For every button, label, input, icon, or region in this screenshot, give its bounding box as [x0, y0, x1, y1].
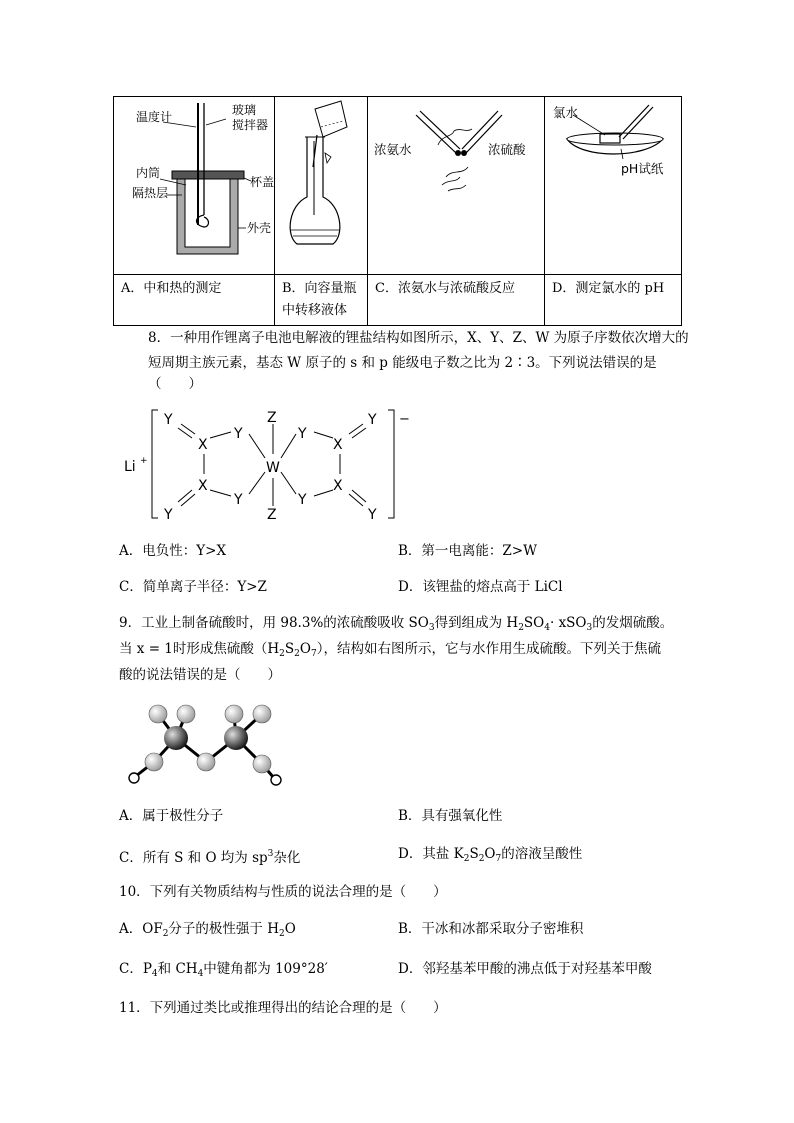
lid-label: 杯盖 [250, 175, 275, 189]
atom-y: Y [164, 507, 173, 523]
atom-y: Y [298, 492, 307, 508]
pyrosulfuric-acid-model [124, 700, 284, 790]
q9-stem-line3: 酸的说法错误的是（ ） [119, 667, 281, 683]
q7-figure-c [368, 97, 545, 275]
q10-option-c[interactable]: C．$P_4$和 $CH_4$中键角都为 109°28′ [119, 961, 328, 979]
q7-option-a[interactable]: A．中和热的测定 [114, 275, 275, 326]
li-cation: Li [124, 459, 136, 475]
q7-option-c[interactable]: C．浓氨水与浓硫酸反应 [368, 275, 545, 326]
q9-option-b[interactable]: B．具有强氧化性 [398, 808, 503, 824]
shell-label: 外壳 [247, 221, 272, 235]
atom-y: Y [368, 507, 377, 523]
q7-options-table [113, 96, 682, 326]
inner-cup-label: 内筒 [136, 166, 161, 180]
atom-y: Y [298, 426, 307, 442]
chlorine-water-label: 氯水 [553, 105, 579, 120]
q8-option-c[interactable]: C．简单离子半径：Y>Z [119, 579, 267, 595]
atom-w: W [266, 460, 280, 476]
q11-stem: 11．下列通过类比或推理得出的结论合理的是（ ） [119, 1000, 447, 1016]
q10-option-a[interactable]: A．$OF_2$分子的极性强于 $H_2O$ [119, 921, 296, 939]
q9-option-c[interactable]: C．所有 S 和 O 均为 $sp^3$杂化 [119, 849, 301, 866]
q7-option-b[interactable] [275, 275, 368, 326]
sulfuric-acid-label: 浓硫酸 [488, 142, 526, 157]
calorimeter-diagram [114, 97, 275, 270]
q7-option-b-line2: 中转移液体 [282, 303, 348, 318]
anion-charge: − [399, 412, 410, 427]
thermometer-label: 温度计 [136, 110, 173, 124]
atom-z: Z [267, 507, 277, 523]
q9-stem-line2: 当 x = 1时形成焦硫酸$(H_2S_2O_7)$，结构如右图所示，它与水作用生成硫酸。下列关于焦硫 [119, 641, 661, 659]
atom-y: Y [234, 492, 243, 508]
q7-figure-d [545, 97, 682, 275]
li-charge: + [140, 456, 148, 466]
q8-option-a[interactable]: A．电负性：Y>X [119, 543, 227, 559]
q9-option-d[interactable]: D．其盐 $K_2S_2O_7$的溶液呈酸性 [398, 846, 583, 864]
q8-option-b[interactable]: B．第一电离能：Z>W [398, 543, 537, 559]
q10-stem: 10．下列有关物质结构与性质的说法合理的是（ ） [119, 884, 447, 900]
atom-x: X [333, 437, 343, 453]
atom-x: X [333, 478, 343, 494]
q7-option-d[interactable]: D．测定氯水的 pH [545, 275, 682, 326]
insulation-label: 隔热层 [132, 186, 169, 200]
ammonia-label: 浓氨水 [374, 142, 412, 157]
lithium-salt-structure [118, 402, 418, 528]
atom-x: X [198, 478, 208, 494]
q10-option-b[interactable]: B．干冰和冰都采取分子密堆积 [398, 921, 584, 937]
q8-option-d[interactable]: D．该锂盐的熔点高于 LiCl [398, 579, 563, 595]
atom-y: Y [234, 426, 243, 442]
atom-z: Z [267, 410, 277, 426]
stirrer-label-1: 玻璃 [232, 103, 257, 117]
q8-stem-line2: 短周期主族元素，基态 W 原子的 s 和 p 能级电子数之比为 2∶3。下列说法错误的是 [148, 355, 657, 371]
q8-stem-line1: 8．一种用作锂离子电池电解液的锂盐结构如图所示，X、Y、Z、W 为原子序数依次增大的 [148, 330, 689, 346]
volumetric-flask-diagram [275, 97, 368, 270]
q7-figure-b [275, 97, 368, 275]
ammonia-acid-diagram [368, 97, 545, 270]
atom-y: Y [368, 412, 377, 428]
q7-option-b-line1: B．向容量瓶 [282, 281, 357, 296]
atom-x: X [198, 437, 208, 453]
atom-y: Y [164, 412, 173, 428]
q7-figure-a [114, 97, 275, 275]
q10-option-d[interactable]: D．邻羟基苯甲酸的沸点低于对羟基苯甲酸 [398, 961, 652, 977]
q8-stem-line3: （ ） [148, 376, 202, 392]
q9-stem-line1: 9．工业上制备硫酸时，用 98.3%的浓硫酸吸收 $SO_3$得到组成为 $H_2SO_4\cdot xSO_3$的发烟硫酸。 [119, 615, 674, 633]
ph-paper-label: pH试纸 [621, 161, 664, 176]
q9-option-a[interactable]: A．属于极性分子 [119, 808, 224, 824]
ph-test-diagram [545, 97, 682, 270]
stirrer-label-2: 搅拌器 [232, 118, 269, 132]
